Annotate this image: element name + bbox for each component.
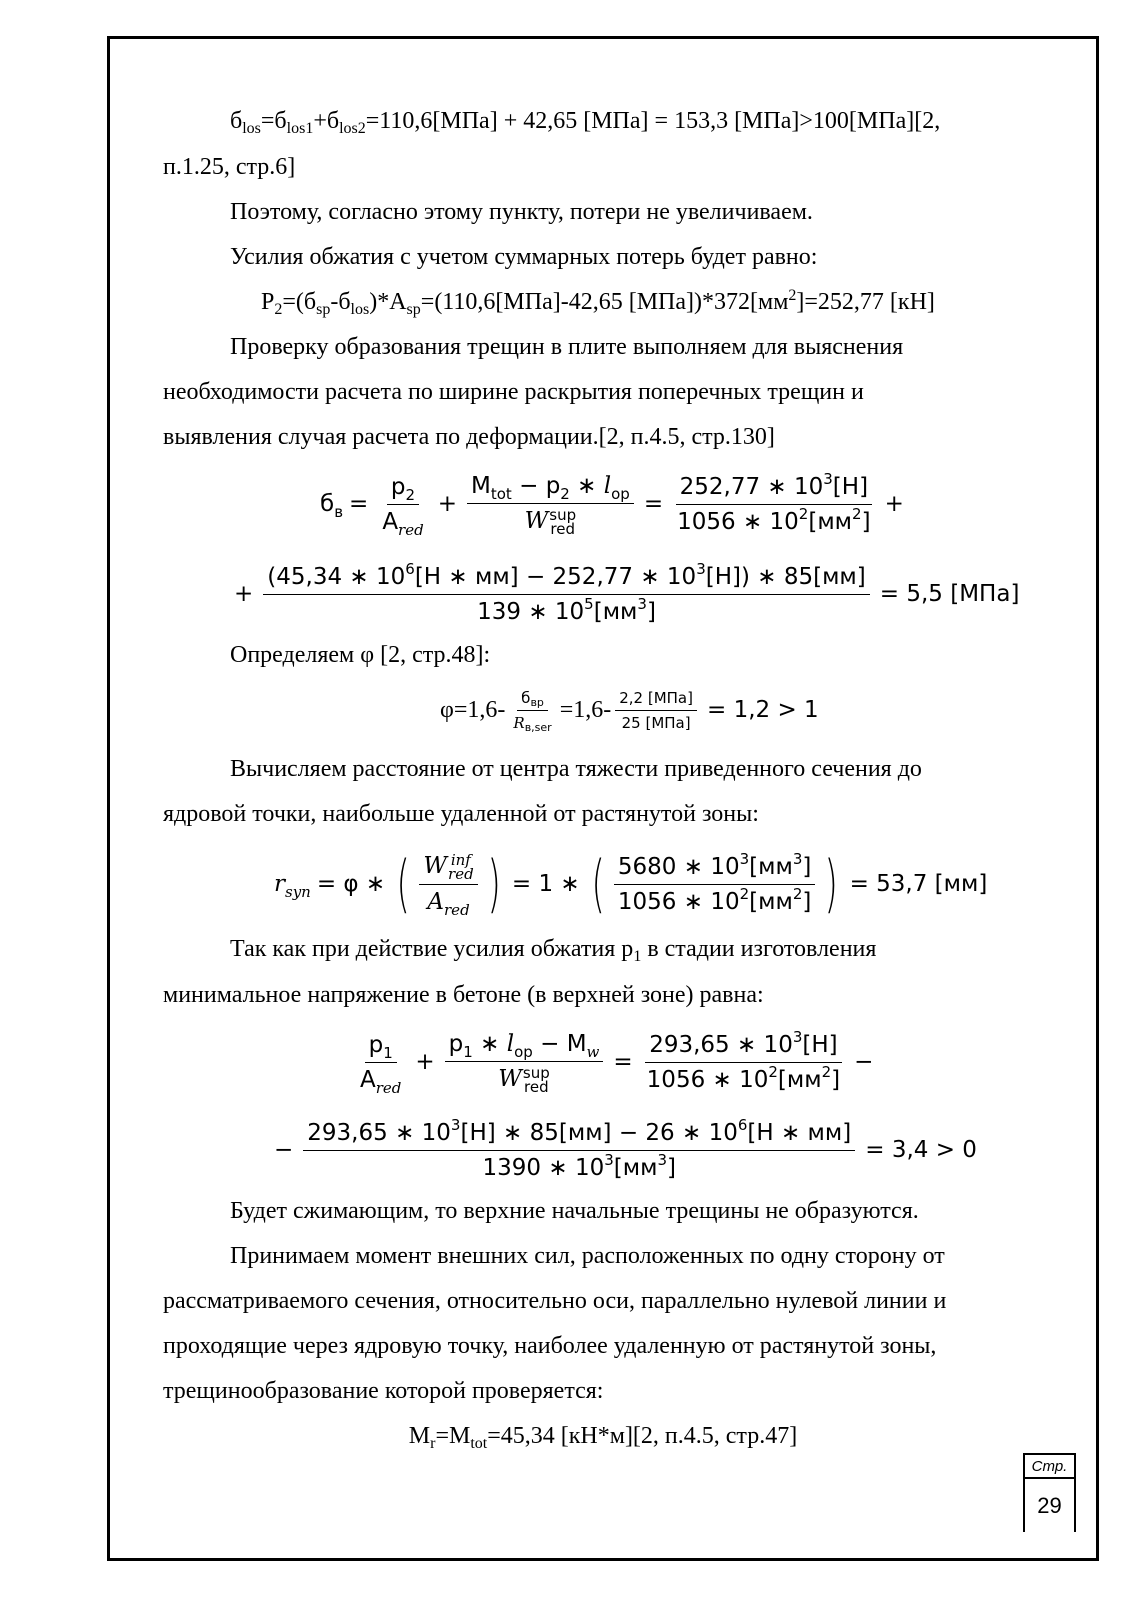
text-line: проходящие через ядровую точку, наиболее удаленную от растянутой зоны, bbox=[163, 1333, 937, 1359]
text-line: Будет сжимающим, то верхние начальные трещины не образуются. bbox=[230, 1198, 919, 1224]
formula-r-syn: $r_{syn}$ = φ ∗ ( W inf red $A_{red}$ ) = 1 ∗ ( $\frac{5680 ∗ 10^3[мм^3]}{1056 ∗ 10^2[мм^2]}$ ) = 53,7 [мм] bbox=[274, 847, 988, 920]
text-line: необходимости расчета по ширине раскрытия поперечных трещин и bbox=[163, 379, 864, 405]
text-line: ядровой точки, наибольше удаленной от растянутой зоны: bbox=[163, 801, 759, 827]
page-number-stamp bbox=[1023, 1453, 1076, 1532]
text-line: Поэтому, согласно этому пункту, потери не увеличиваем. bbox=[230, 199, 813, 225]
text-line: п.1.25, стр.6] bbox=[163, 154, 296, 180]
text-line: Проверку образования трещин в плите выполняем для выяснения bbox=[230, 334, 904, 360]
text-line: $M_r=M_{tot}=45,34$ [кН*м][2, п.4.5, стр.47] bbox=[408, 1423, 798, 1452]
text-line: Определяем φ [2, стр.48]: bbox=[230, 642, 491, 668]
text-line: Усилия обжатия с учетом суммарных потерь будет равно: bbox=[230, 244, 818, 270]
formula-stress-bottom: $б_в$ = $\frac{p_2}{A_{red}}$ + $M_{tot} - p_2$ ∗ $l_{op}$ W sup red = $\frac{252,77 ∗ 10^3[Н]}{1056 ∗ 10^2[мм^2]}$ + bbox=[320, 469, 904, 539]
text-line: рассматриваемого сечения, относительно оси, параллельно нулевой линии и bbox=[163, 1288, 947, 1314]
text-line: Вычисляем расстояние от центра тяжести приведенного сечения до bbox=[230, 756, 922, 782]
formula-stress-top: $\frac{p_1}{A_{red}}$ + $p_1$ ∗ $l_{op} - M_w$ W sup red = $\frac{293,65 ∗ 10^3[Н]}{1056 ∗ 10^2[мм^2]}$ − bbox=[360, 1027, 874, 1097]
text-line: $P_2=(б_{sp}-б_{los})*A_{sp}=(110,6[МПа]-42,65$ $[МПа])*372[мм^2]=252,77$ [кН] bbox=[261, 287, 935, 318]
formula-stress-top-cont: − $\frac{293,65 ∗ 10^3[Н] ∗ 85[мм] - 26 ∗ 10^6[Н ∗ мм]}{1390 ∗ 10^3[мм^3]}$ = 3,4 > 0 bbox=[274, 1115, 977, 1181]
formula-stress-bottom-cont: + $\frac{(45,34 ∗ 10^6[Н ∗ мм] - 252,77 ∗ 10^3[Н]) ∗ 85[мм]}{139 ∗ 10^5[мм^3]}$ = 5,5 [МПа] bbox=[234, 559, 1020, 625]
text-line: трещинообразование которой проверяется: bbox=[163, 1378, 604, 1404]
text-line: $б_{los}=б_{los1}+б_{los2}=110,6[МПа] + 42,65$ [МПа] = 153,3 [МПа]>100[МПа][2, bbox=[230, 108, 941, 137]
text-line: Принимаем момент внешних сил, расположенных по одну сторону от bbox=[230, 1243, 945, 1269]
page-number: 29 bbox=[1037, 1493, 1062, 1518]
text-line: минимальное напряжение в бетоне (в верхней зоне) равна: bbox=[163, 982, 764, 1008]
page-label: Стр. bbox=[1025, 1455, 1074, 1479]
text-line: Так как при действие усилия обжатия $p_1$ в стадии изготовления bbox=[230, 936, 877, 965]
formula-phi: φ=1,6- $\frac{б_{вр}}{R_{в,ser}}$ =1,6- $\frac{\text{2,2 [МПа]}}{\text{25 [МПа]}}$ = 1,2 > 1 bbox=[440, 688, 819, 734]
text-line: выявления случая расчета по деформации.[2, п.4.5, стр.130] bbox=[163, 424, 775, 450]
